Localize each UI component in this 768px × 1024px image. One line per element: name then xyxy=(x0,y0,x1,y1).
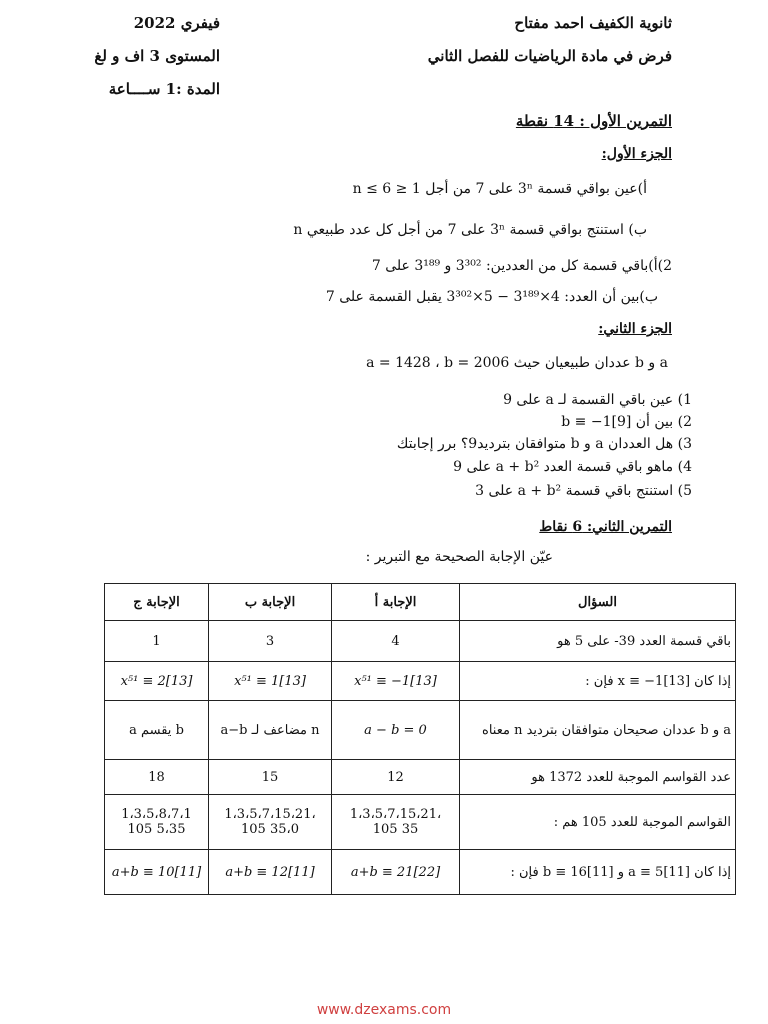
question-cell: إذا كان a ≡ 5[11] و b ≡ 16[11] فإن : xyxy=(460,850,736,895)
answer-c: 18 xyxy=(105,760,209,795)
question-cell: a و b عددان صحيحان متوافقان بترديد n معناه xyxy=(460,701,736,760)
question-2b: ب)بين أن العدد: 4×3¹⁸⁹ − 5×3³⁰² يقبل القسمة على 7 xyxy=(325,289,658,305)
answer-a: a − b = 0 xyxy=(332,701,460,760)
exam-duration: المدة :1 ســــاعة xyxy=(108,80,220,98)
answer-c: a يقسم b xyxy=(105,701,209,760)
answer-c: 1 xyxy=(105,621,209,662)
header-question: السؤال xyxy=(460,584,736,621)
table-row xyxy=(105,760,736,795)
header-answer-a: الإجابة أ xyxy=(332,584,460,621)
answer-a: 12 xyxy=(332,760,460,795)
answer-b: 15 xyxy=(209,760,332,795)
question-1a: أ)عين بواقي قسمة 3ⁿ على 7 من أجل 1 ≤ n ≤ 6 xyxy=(352,181,647,197)
part-2-item-3: 3) هل العددان a و b متوافقان بترديد9؟ برر إجابتك xyxy=(396,436,692,452)
answer-b: a+b ≡ 12[11] xyxy=(209,850,332,895)
answer-a: a+b ≡ 21[22] xyxy=(332,850,460,895)
question-cell: إذا كان x ≡ −1[13] فإن : xyxy=(460,662,736,701)
answer-c: x⁵¹ ≡ 2[13] xyxy=(105,662,209,701)
part-2-item-2: 2) بين أن b ≡ −1[9] xyxy=(561,414,692,430)
question-cell: القواسم الموجبة للعدد 105 هم : xyxy=(460,795,736,850)
table-row xyxy=(105,850,736,895)
answer-b: 3 xyxy=(209,621,332,662)
table-row xyxy=(105,662,736,701)
part-2-item-4: 4) ماهو باقي قسمة العدد a + b² على 9 xyxy=(453,459,692,475)
answer-a: 4 xyxy=(332,621,460,662)
answer-b: a−b مضاعف لـ n xyxy=(209,701,332,760)
school-name: ثانوية الكفيف احمد مفتاح xyxy=(514,14,672,32)
exam-title: فرض في مادة الرياضيات للفصل الثاني xyxy=(427,47,672,65)
answer-b: x⁵¹ ≡ 1[13] xyxy=(209,662,332,701)
exercise-1-title: التمرين الأول : 14 نقطة xyxy=(515,112,672,130)
question-cell: عدد القواسم الموجبة للعدد 1372 هو xyxy=(460,760,736,795)
site-footer-link[interactable]: www.dzexams.com xyxy=(316,1002,452,1018)
part-2-item-1: 1) عين باقي القسمة لـ a على 9 xyxy=(503,392,692,408)
exercise-2-title: التمرين الثاني: 6 نقاط xyxy=(539,519,672,535)
answer-table xyxy=(104,583,736,895)
part-2-intro: a و b عددان طبيعيان حيث a = 1428 ، b = 2006 xyxy=(366,355,668,371)
part-2-item-5: 5) استنتج باقي قسمة a + b² على 3 xyxy=(475,483,692,499)
question-2a: 2)أ)باقي قسمة كل من العددين: 3³⁰² و 3¹⁸⁹ على 7 xyxy=(371,258,672,274)
answer-b: 1،3،5،7،15،21، 105 35،0 xyxy=(209,795,332,850)
question-1b: ب) استنتج بواقي قسمة 3ⁿ على 7 من أجل كل عدد طبيعي n xyxy=(293,222,647,238)
table-row xyxy=(105,701,736,760)
part-1-title: الجزء الأول: xyxy=(601,146,672,162)
exam-date: فيفري 2022 xyxy=(133,14,220,32)
answer-a: 1،3،5،7،15،21، 105 35 xyxy=(332,795,460,850)
question-cell: باقي قسمة العدد 39- على 5 هو xyxy=(460,621,736,662)
answer-c: a+b ≡ 10[11] xyxy=(105,850,209,895)
header-answer-b: الإجابة ب xyxy=(209,584,332,621)
answer-a: x⁵¹ ≡ −1[13] xyxy=(332,662,460,701)
table-row xyxy=(105,795,736,850)
exercise-2-instruction: عيّن الإجابة الصحيحة مع التبرير : xyxy=(365,549,553,565)
part-2-title: الجزء الثاني: xyxy=(598,321,672,337)
table-row xyxy=(105,621,736,662)
header-answer-c: الإجابة ج xyxy=(105,584,209,621)
class-level: المستوى 3 اف و لغ xyxy=(94,47,220,65)
answer-c: 1،3،5،8،7،1 105 5،35 xyxy=(105,795,209,850)
